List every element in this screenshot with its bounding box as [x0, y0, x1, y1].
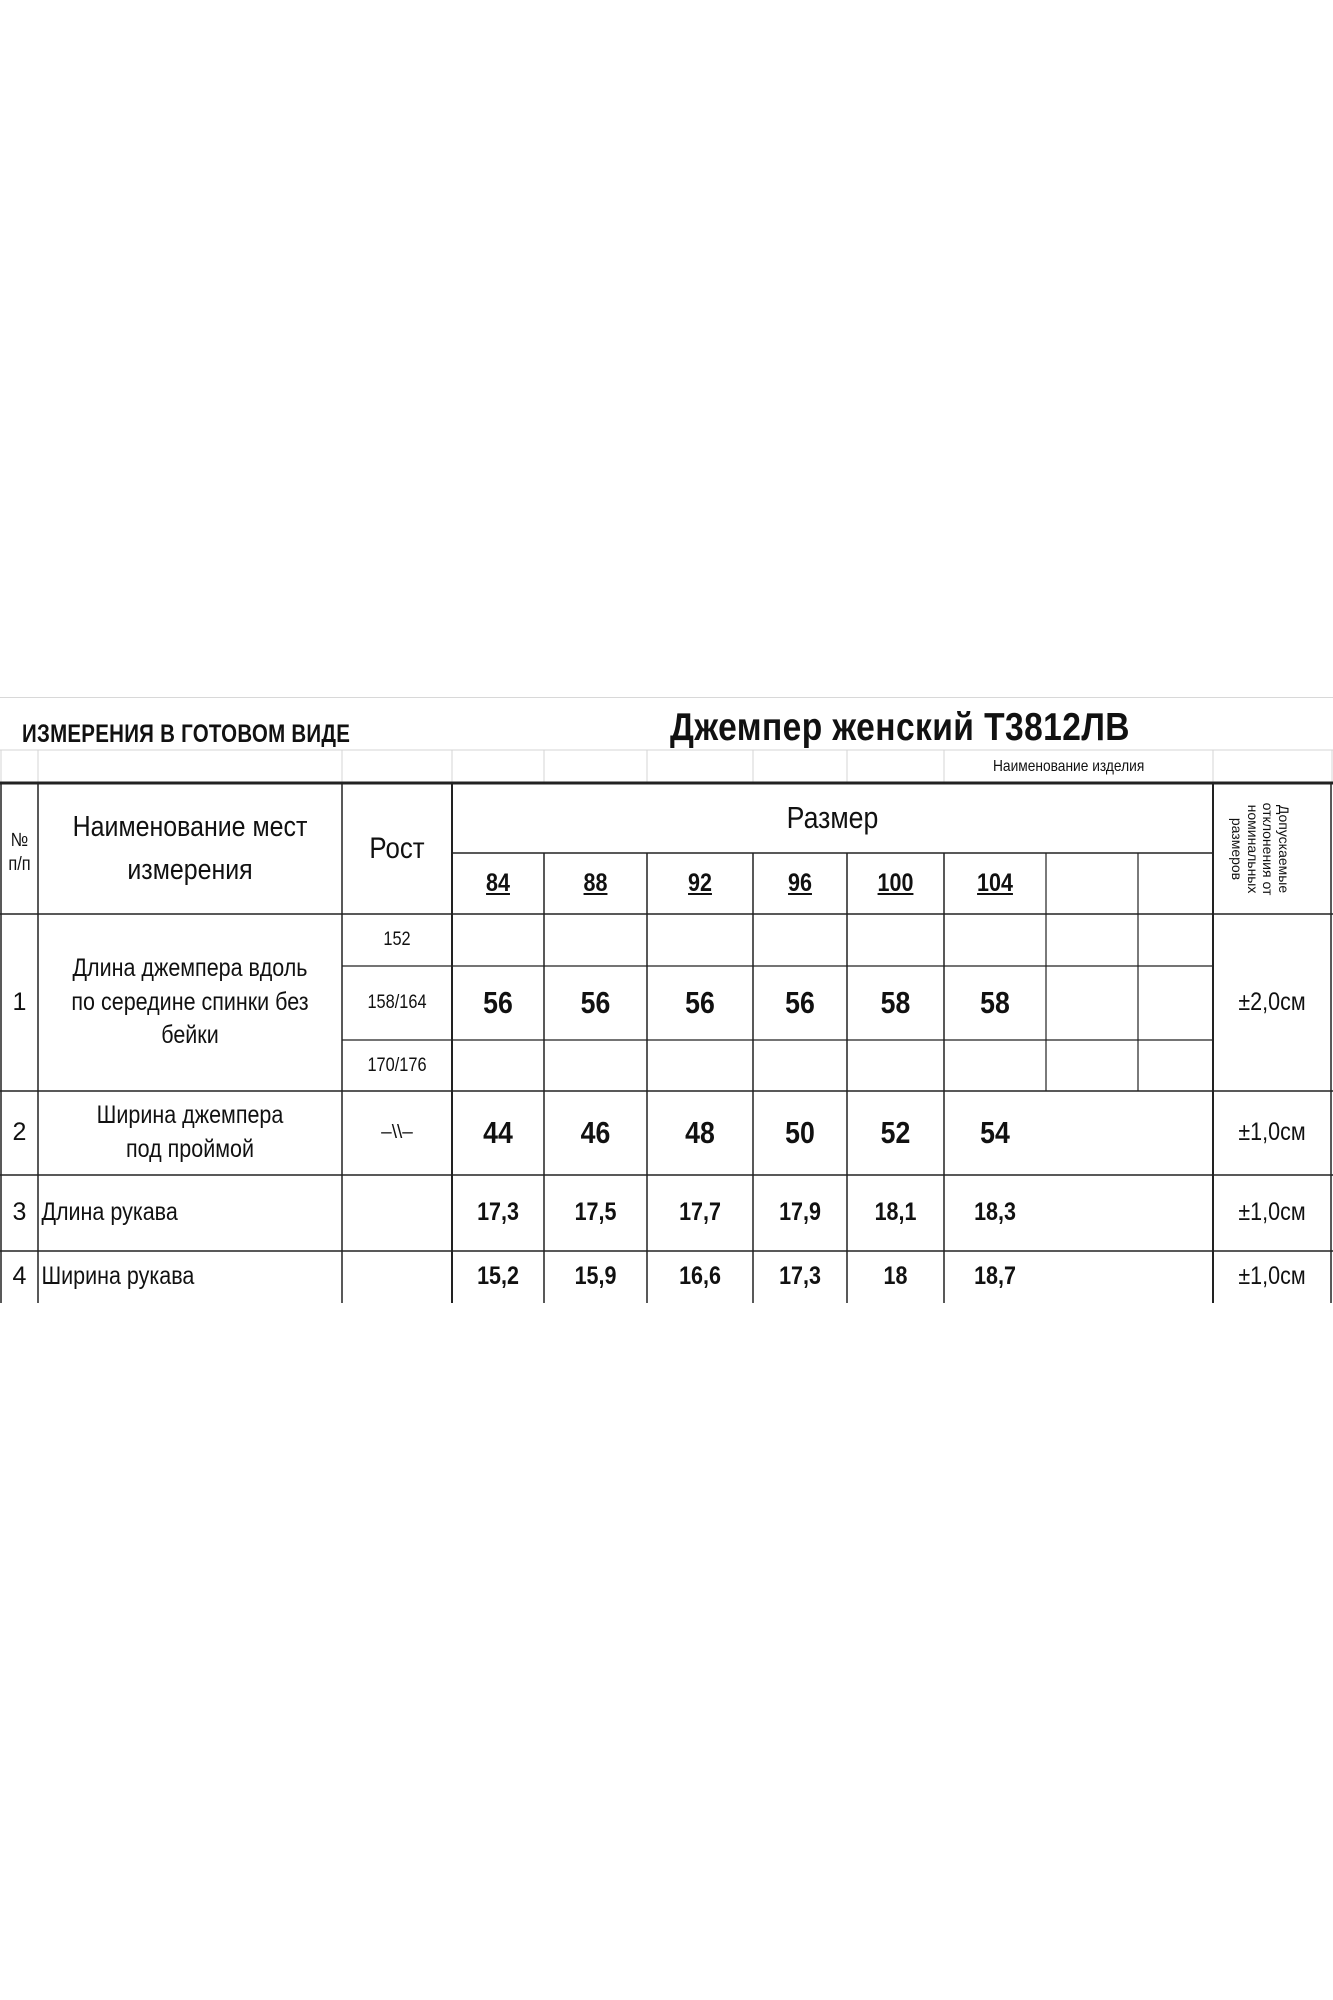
- column-header-number: № п/п: [8, 830, 31, 875]
- size-label: 88: [583, 868, 608, 897]
- tolerance-value: ±1,0см: [1238, 1118, 1306, 1147]
- size-label: 84: [486, 868, 510, 897]
- row-number: 1: [12, 987, 27, 1016]
- measurement-value: 18,1: [874, 1198, 917, 1227]
- measurement-value: 17,7: [679, 1198, 721, 1227]
- measurement-value: 46: [580, 1114, 611, 1150]
- tolerance-value: ±1,0см: [1238, 1198, 1306, 1227]
- measurement-value: 18,3: [974, 1198, 1016, 1227]
- measurement-value: 15,9: [574, 1262, 617, 1291]
- measurement-value: 56: [483, 984, 513, 1020]
- product-caption: Наименование изделия: [993, 758, 1145, 775]
- height-value: –\\–: [381, 1122, 413, 1144]
- measurement-value: 18,7: [974, 1262, 1016, 1291]
- measurement-value: 58: [980, 984, 1010, 1020]
- size-label: 92: [688, 868, 712, 897]
- product-title: Джемпер женский Т3812ЛВ: [670, 706, 1130, 749]
- measurement-value: 17,3: [477, 1198, 519, 1227]
- measurement-value: 58: [880, 984, 911, 1020]
- height-value: 152: [383, 929, 411, 951]
- measurement-value: 17,3: [779, 1262, 821, 1291]
- measurement-value: 17,9: [779, 1198, 821, 1227]
- column-header-tolerance: Допускаемые отклонения от номинальных размеров: [1228, 802, 1292, 896]
- measurement-value: 17,5: [574, 1198, 617, 1227]
- measurement-value: 52: [880, 1114, 911, 1150]
- tolerance-value: ±2,0см: [1238, 987, 1306, 1016]
- measurement-value: 44: [483, 1114, 513, 1150]
- size-label: 100: [877, 868, 914, 897]
- measurement-value: 54: [980, 1114, 1010, 1150]
- row-number: 4: [12, 1262, 27, 1291]
- measurement-value: 16,6: [679, 1262, 721, 1291]
- measurement-sheet: [0, 697, 1333, 1303]
- height-value: 170/176: [367, 1054, 427, 1076]
- measurement-name: Длина рукава: [41, 1198, 178, 1227]
- measurement-value: 50: [785, 1114, 815, 1150]
- measurement-value: 15,2: [477, 1262, 519, 1291]
- row-number: 2: [12, 1118, 27, 1147]
- section-title: ИЗМЕРЕНИЯ В ГОТОВОМ ВИДЕ: [22, 720, 351, 748]
- column-header-size: Размер: [786, 799, 879, 835]
- column-header-measurement-name: Наименование мест измерения: [72, 811, 308, 886]
- measurement-name: Длина джемпера вдоль по середине спинки без бейки: [71, 953, 309, 1050]
- measurement-value: 48: [685, 1114, 715, 1150]
- height-value: 158/164: [367, 992, 427, 1014]
- column-header-height: Рост: [369, 831, 425, 865]
- tolerance-value: ±1,0см: [1238, 1262, 1306, 1291]
- measurement-name: Ширина джемпера под проймой: [96, 1101, 284, 1163]
- measurement-value: 56: [785, 984, 815, 1020]
- size-label: 96: [788, 868, 812, 897]
- measurement-value: 56: [580, 984, 611, 1020]
- size-label: 104: [977, 868, 1013, 897]
- row-number: 3: [12, 1198, 27, 1227]
- measurement-value: 56: [685, 984, 715, 1020]
- measurement-value: 18: [883, 1262, 908, 1291]
- measurement-name: Ширина рукава: [41, 1262, 195, 1291]
